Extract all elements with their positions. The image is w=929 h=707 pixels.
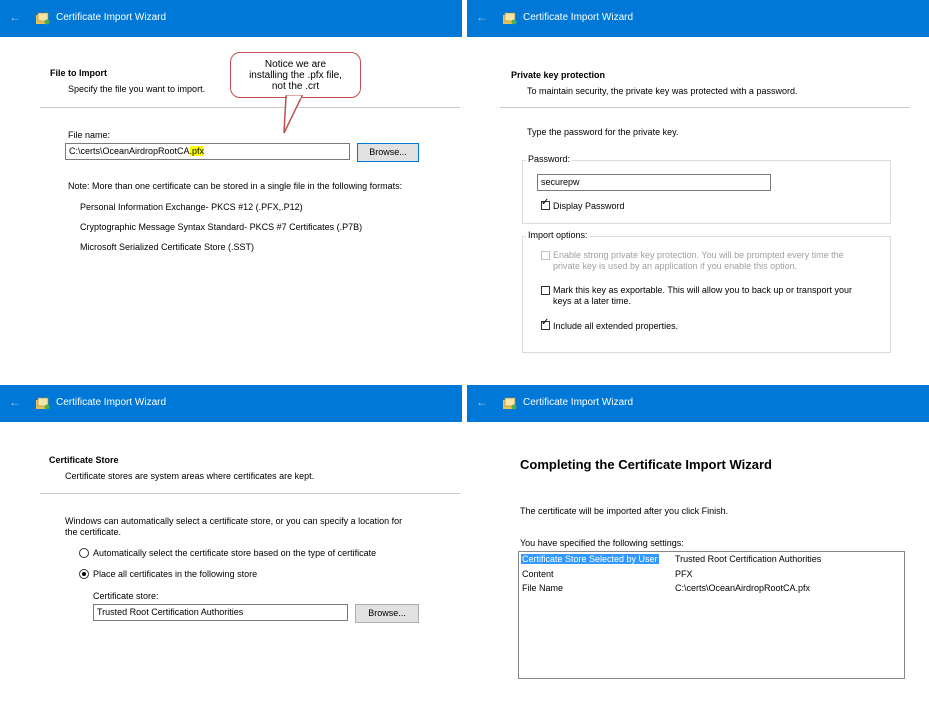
settings-row[interactable]	[521, 554, 901, 566]
auto-select-label: Automatically select the certificate store based on the type of certificate	[93, 548, 377, 558]
settings-key: File Name	[522, 583, 564, 593]
display-password-checkbox[interactable]: ✓	[541, 197, 550, 208]
password-input[interactable]: securepw	[537, 174, 771, 191]
settings-row[interactable]	[521, 583, 901, 595]
format-item: Microsoft Serialized Certificate Store (.SST)	[80, 242, 255, 252]
password-instruction: Type the password for the private key.	[527, 127, 679, 137]
strong-protection-label: Enable strong private key protection. You will be prompted every time the private key is used by an application if you enable this option.	[553, 250, 844, 271]
header-divider	[40, 493, 460, 494]
browse-button[interactable]: Browse...	[355, 604, 419, 623]
settings-value: PFX	[675, 569, 693, 579]
extended-properties-label: Include all extended properties.	[553, 321, 679, 331]
title-bar	[0, 385, 462, 422]
settings-key: Certificate Store Selected by User	[522, 554, 658, 564]
password-group	[522, 160, 891, 224]
formats-note: Note: More than one certificate can be stored in a single file in the following formats:	[68, 181, 403, 191]
format-item: Cryptographic Message Syntax Standard- PKCS #7 Certificates (.P7B)	[80, 222, 363, 232]
completion-heading: Completing the Certificate Import Wizard	[520, 457, 772, 472]
store-input[interactable]: Trusted Root Certification Authorities	[93, 604, 348, 621]
display-password-label: Display Password	[553, 201, 625, 211]
certificate-wizard-icon	[35, 12, 50, 25]
title-bar	[0, 0, 462, 37]
exportable-label: Mark this key as exportable. This will allow you to back up or transport your keys at a later time.	[553, 285, 852, 306]
completion-info: The certificate will be imported after you click Finish.	[520, 506, 729, 516]
exportable-checkbox[interactable]	[541, 286, 550, 295]
back-arrow-icon[interactable]: ←	[9, 395, 21, 409]
auto-select-radio[interactable]	[79, 548, 89, 558]
settings-value: Trusted Root Certification Authorities	[675, 554, 822, 564]
page-subheading: Specify the file you want to import.	[68, 84, 206, 94]
format-item: Personal Information Exchange- PKCS #12 (.PFX,.P12)	[80, 202, 303, 212]
strong-protection-checkbox[interactable]	[541, 251, 550, 260]
settings-list[interactable]	[518, 551, 905, 679]
page-heading: File to Import	[50, 68, 107, 78]
page-subheading: Certificate stores are system areas where certificates are kept.	[65, 471, 315, 481]
page-subheading: To maintain security, the private key was protected with a password.	[527, 86, 798, 96]
file-name-input[interactable]	[65, 143, 350, 160]
back-arrow-icon[interactable]: ←	[476, 395, 488, 409]
settings-key: Content	[522, 569, 554, 579]
browse-button[interactable]: Browse...	[357, 143, 419, 162]
window-title: Certificate Import Wizard	[523, 397, 634, 408]
window-title: Certificate Import Wizard	[56, 12, 167, 23]
certificate-wizard-icon	[35, 397, 50, 410]
back-arrow-icon[interactable]: ←	[476, 10, 488, 24]
password-group-label: Password:	[528, 154, 571, 164]
window-title: Certificate Import Wizard	[56, 397, 167, 408]
place-all-label: Place all certificates in the following store	[93, 569, 258, 579]
header-divider	[40, 107, 460, 108]
page-heading: Certificate Store	[49, 455, 119, 465]
title-bar	[467, 0, 929, 37]
file-name-text: C:\certs\OceanAirdropRootCA	[69, 146, 190, 156]
certificate-wizard-icon	[502, 397, 517, 410]
extended-properties-checkbox[interactable]: ✓	[541, 317, 550, 328]
window-title: Certificate Import Wizard	[523, 12, 634, 23]
title-bar	[467, 385, 929, 422]
header-divider	[500, 107, 910, 108]
settings-row[interactable]	[521, 569, 901, 581]
back-arrow-icon[interactable]: ←	[9, 10, 21, 24]
file-name-label: File name:	[68, 130, 111, 140]
wizard-panel-file-to-import	[0, 0, 462, 360]
page-heading: Private key protection	[511, 70, 606, 80]
wizard-panel-certificate-store	[0, 385, 462, 707]
place-all-radio[interactable]	[79, 569, 89, 579]
file-extension-highlight: .pfx	[189, 146, 205, 156]
annotation-callout: Notice we are installing the .pfx file, not the .crt	[230, 52, 361, 98]
import-options-label: Import options:	[528, 230, 588, 240]
settings-value: C:\certs\OceanAirdropRootCA.pfx	[675, 583, 811, 593]
certificate-wizard-icon	[502, 12, 517, 25]
store-intro: Windows can automatically select a certificate store, or you can specify a location for the certificate.	[65, 516, 403, 537]
settings-label: You have specified the following settings:	[520, 538, 684, 548]
callout-pointer	[278, 95, 318, 135]
store-label: Certificate store:	[93, 591, 159, 601]
